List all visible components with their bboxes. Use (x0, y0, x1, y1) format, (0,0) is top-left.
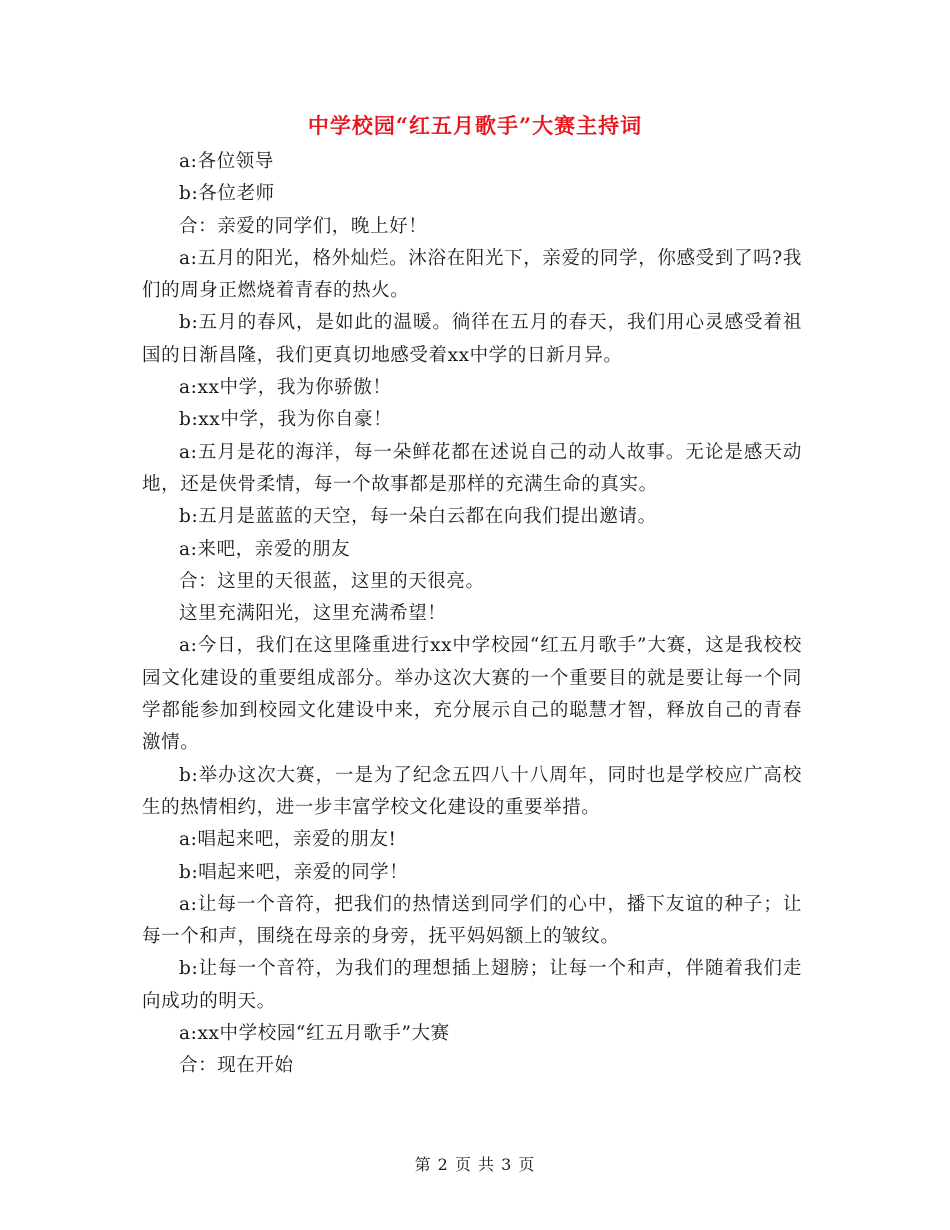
paragraph: b:五月是蓝蓝的天空，每一朵白云都在向我们提出邀请。 (179, 506, 657, 528)
paragraph: a:xx中学，我为你骄傲！ (179, 377, 392, 399)
paragraph: a:五月的阳光，格外灿烂。沐浴在阳光下，亲爱的同学，你感受到了吗?我们的周身正燃烧着青春的热火。 (142, 247, 802, 302)
paragraph: b:唱起来吧，亲爱的同学！ (179, 861, 409, 883)
paragraph: a:来吧，亲爱的朋友 (179, 538, 351, 560)
paragraph: a:唱起来吧，亲爱的朋友! (179, 829, 397, 851)
paragraph: 这里充满阳光，这里充满希望！ (179, 603, 447, 625)
page-footer: 第 2 页 共 3 页 (414, 1155, 536, 1174)
paragraph: 合：亲爱的同学们，晚上好！ (179, 215, 428, 237)
paragraph: a:各位领导 (179, 151, 274, 172)
paragraph: a:今日，我们在这里隆重进行xx中学校园“红五月歌手”大赛，这是我校校园文化建设的重要组成部分。举办这次大赛的一个重要目的就是要让每一个同学都能参加到校园文化建设中来，充分展示自己的聪慧才智，释放自己的青春激情。 (142, 635, 802, 754)
paragraph: a:xx中学校园“红五月歌手”大赛 (179, 1023, 450, 1045)
paragraph: a:五月是花的海洋，每一朵鲜花都在述说自己的动人故事。无论是感天动地，还是侠骨柔情，每一个故事都是那样的充满生命的真实。 (142, 441, 802, 495)
document-body (142, 146, 802, 1083)
paragraph: b:五月的春风，是如此的温暖。徜徉在五月的春天，我们用心灵感受着祖国的日渐昌隆，我们更真切地感受着xx中学的日新月异。 (142, 312, 802, 366)
paragraph: 合：现在开始 (179, 1055, 294, 1077)
paragraph: 合：这里的天很蓝，这里的天很亮。 (179, 570, 485, 592)
paragraph: b:各位老师 (179, 183, 275, 205)
paragraph: b:举办这次大赛，一是为了纪念五四八十八周年，同时也是学校应广高校生的热情相约，进一步丰富学校文化建设的重要举措。 (142, 764, 802, 818)
paragraph: b:让每一个音符，为我们的理想插上翅膀；让每一个和声，伴随着我们走向成功的明天。 (142, 958, 802, 1012)
document-title: 中学校园“红五月歌手”大赛主持词 (307, 113, 643, 138)
paragraph: b:xx中学，我为你自豪！ (179, 409, 393, 431)
paragraph: a:让每一个音符，把我们的热情送到同学们的心中，播下友谊的种子；让每一个和声，围绕在母亲的身旁，抚平妈妈额上的皱纹。 (142, 893, 802, 948)
